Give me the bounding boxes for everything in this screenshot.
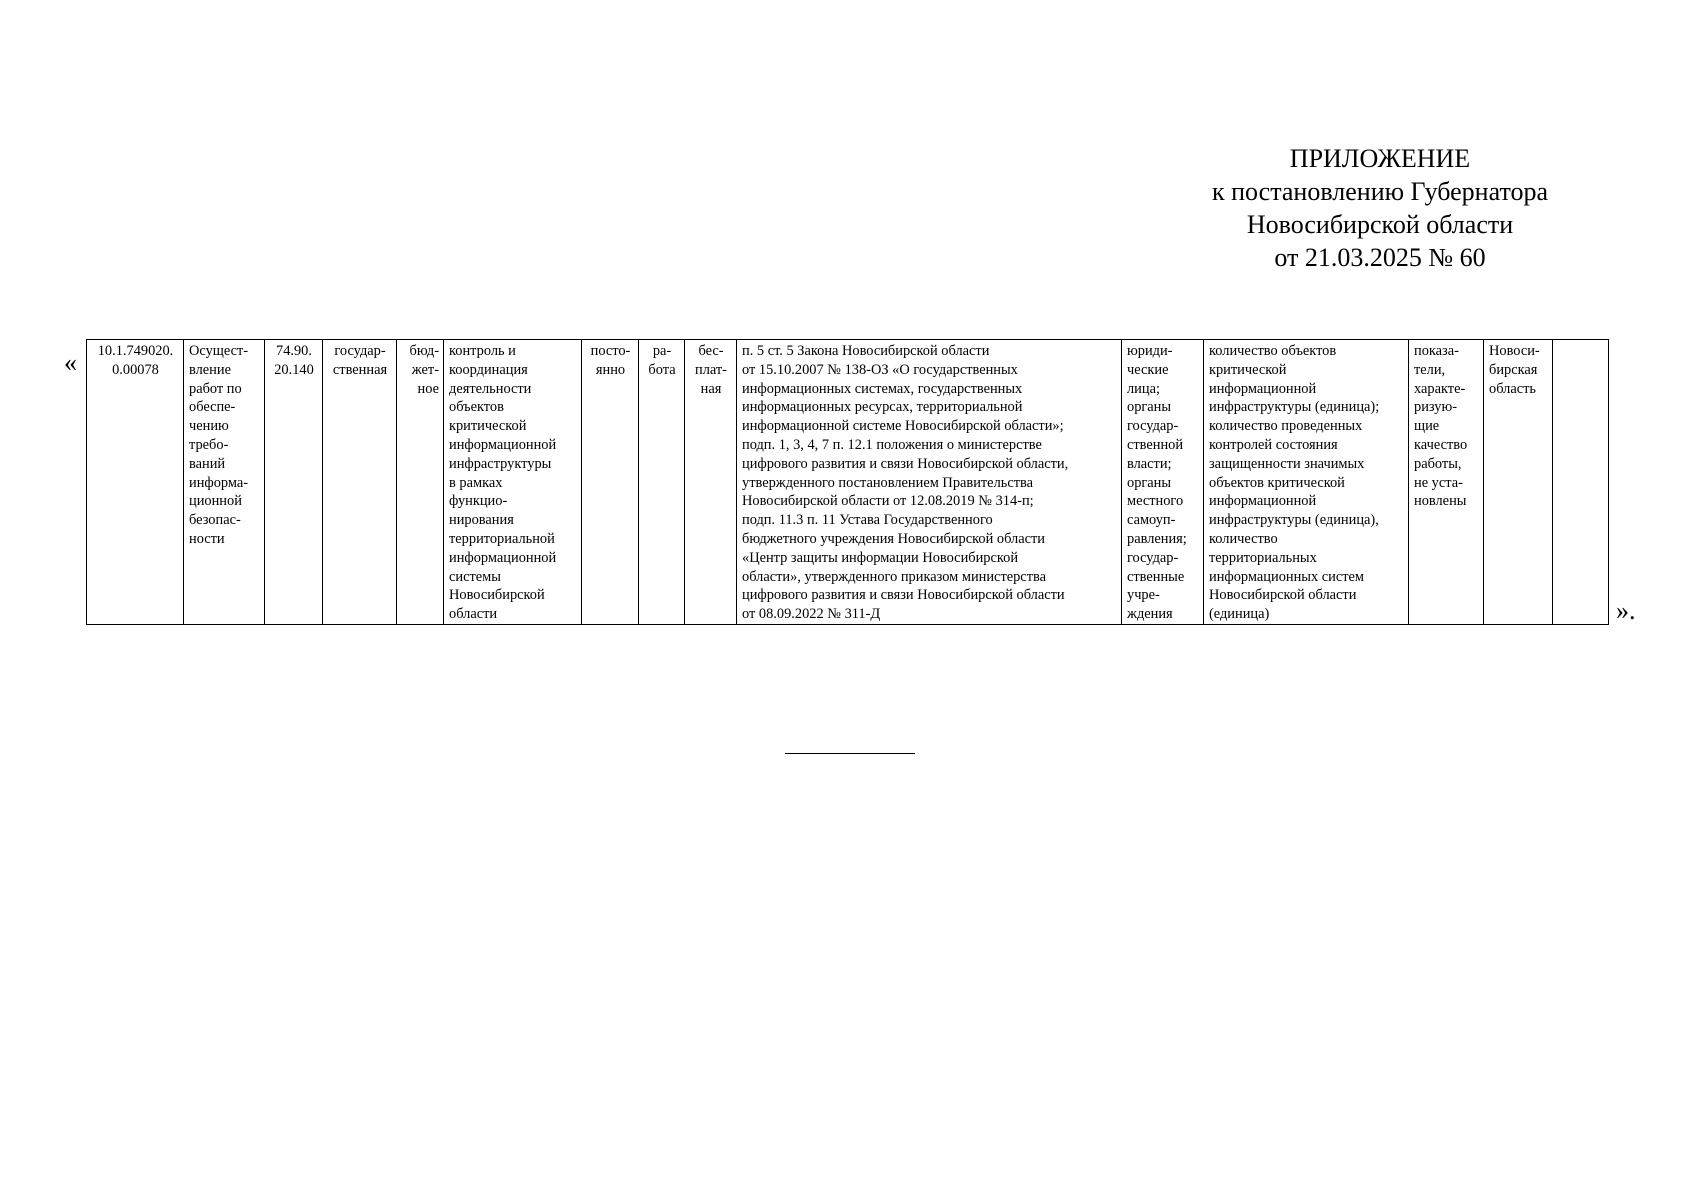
cell-empty	[1553, 340, 1609, 625]
cell-payment: бес- плат- ная	[685, 340, 737, 625]
cell-content: контроль и координация деятельности объектов критической информационной инфраструктуры в рамках функцио- нирования территориальной информационной системы Новосибирской области	[444, 340, 582, 625]
end-divider	[785, 753, 915, 754]
table-row	[87, 340, 1609, 625]
cell-quality-indicators: показа- тели, характе- ризую- щие качество работы, не уста- новлены	[1409, 340, 1484, 625]
cell-period: посто- янно	[582, 340, 639, 625]
cell-legal-basis: п. 5 ст. 5 Закона Новосибирской области от 15.10.2007 № 138-ОЗ «О государственных информационных системах, государственных информационных ресурсах, территориальной информационной системе Новосибирской области»; подп. 1, 3, 4, 7 п. 12.1 положения о министерстве цифрового развития и связи Новосибирской области, утвержденного постановлением Правительства Новосибирской области от 12.08.2019 № 314-п; подп. 11.3 п. 11 Устава Государственного бюджетного учреждения Новосибирской области «Центр защиты информации Новосибирской области», утвержденного приказом министерства цифрового развития и связи Новосибирской области от 08.09.2022 № 311-Д	[737, 340, 1122, 625]
cell-service-name: Осущест- вление работ по обеспе- чению требо- ваний информа- ционной безопас- ности	[184, 340, 265, 625]
appendix-header	[1150, 142, 1610, 274]
appendix-date-number: от 21.03.2025 № 60	[1274, 243, 1486, 272]
registry-table	[86, 339, 1609, 625]
cell-consumers: юриди- ческие лица; органы государ- ственной власти; органы местного самоуп- равления; государ- ственные учре- ждения	[1122, 340, 1204, 625]
cell-okved-code: 74.90. 20.140	[265, 340, 323, 625]
cell-registry-code: 10.1.749020. 0.00078	[87, 340, 184, 625]
appendix-region-line: Новосибирской области	[1246, 210, 1514, 239]
cell-volume-indicators: количество объектов критической информационной инфраструктуры (единица); количество проведенных контролей состояния защищенности значимых объектов критической информационной инфраструктуры (единица), количество территориальных информационных систем Новосибирской области (единица)	[1204, 340, 1409, 625]
cell-institution-type: бюд- жет- ное	[397, 340, 444, 625]
appendix-ref-line: к постановлению Губернатора	[1211, 177, 1549, 206]
cell-region: Новоси- бирская область	[1484, 340, 1553, 625]
cell-ownership: государ- ственная	[323, 340, 397, 625]
closing-quote: ».	[1616, 596, 1636, 625]
opening-quote: «	[64, 348, 77, 377]
cell-kind: ра- бота	[639, 340, 685, 625]
appendix-title: ПРИЛОЖЕНИЕ	[1289, 144, 1471, 173]
